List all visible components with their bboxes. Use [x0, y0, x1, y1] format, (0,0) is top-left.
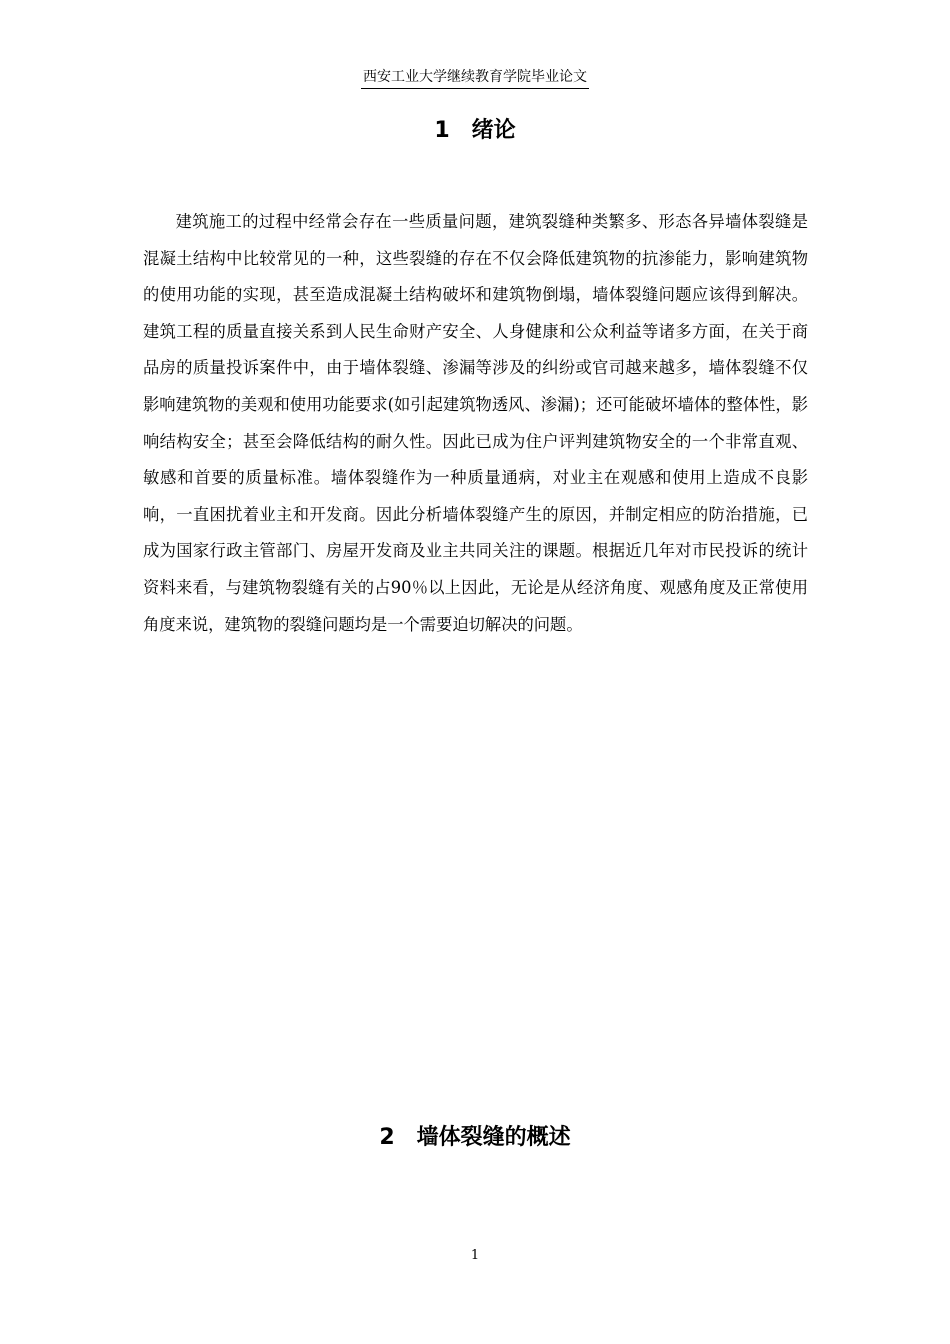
chapter-1-heading: [0, 116, 950, 146]
chapter-2-title: 墙体裂缝的概述: [416, 1125, 571, 1150]
chapter-2-number: 2: [379, 1125, 395, 1150]
chapter-1-paragraph: 建筑施工的过程中经常会存在一些质量问题，建筑裂缝种类繁多、形态各异墙体裂缝是混凝土结构中比较常见的一种，这些裂缝的存在不仅会降低建筑物的抗渗能力，影响建筑物的使用功能的实现，甚至造成混凝土结构破坏和建筑物倒塌，墙体裂缝问题应该得到解决。 建筑工程的质量直接关系到人民生命财产安全、人身健康和公众利益等诸多方面，在关于商品房的质量投诉案件中，由于墙体裂缝、渗漏等涉及的纠纷或官司越来越多，墙体裂缝不仅影响建筑物的美观和使用功能要求(如引起建筑物透风、渗漏)；还可能破坏墙体的整体性，影响结构安全；甚至会降低结构的耐久性。因此已成为住户评判建筑物安全的一个非常直观、敏感和首要的质量标准。墙体裂缝作为一种质量通病，对业主在观感和使用上造成不良影响，一直困扰着业主和开发商。因此分析墙体裂缝产生的原因，并制定相应的防治措施，已成为国家行政主管部门、房屋开发商及业主共同关注的课题。根据近几年对市民投诉的统计资料来看，与建筑物裂缝有关的占90％以上因此，无论是从经济角度、观感角度及正常使用角度来说，建筑物的裂缝问题均是一个需要迫切解决的问题。: [143, 212, 808, 634]
chapter-1-number: 1: [434, 118, 450, 143]
chapter-1-title: 绪论: [471, 118, 516, 143]
running-header: [0, 66, 950, 89]
running-header-text: 西安工业大学继续教育学院毕业论文: [361, 67, 589, 89]
page-number: 1: [470, 1248, 480, 1263]
chapter-2-heading: [0, 1123, 950, 1153]
